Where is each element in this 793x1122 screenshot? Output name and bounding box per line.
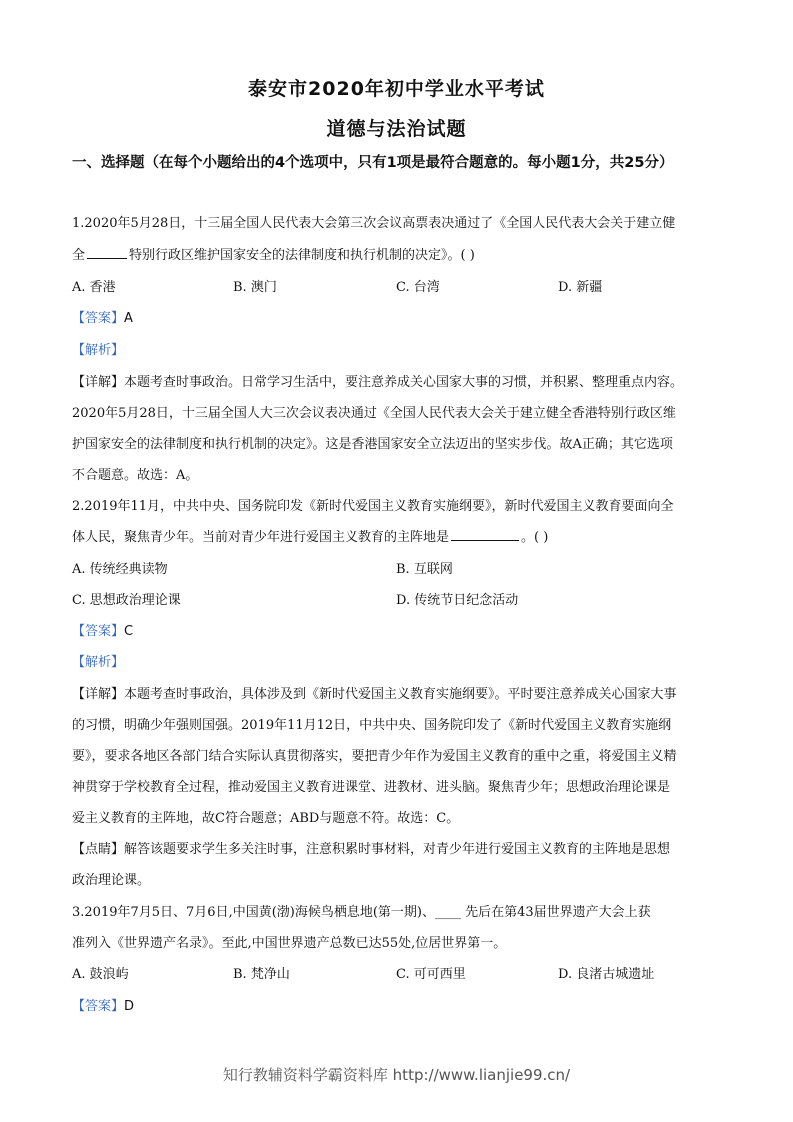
q1-option-c: C. 台湾 — [396, 280, 440, 295]
q1-blank — [87, 257, 127, 259]
q2-option-d: D. 传统节日纪念活动 — [396, 593, 519, 608]
q1-detail-line4: 不合题意。故选：A。 — [72, 468, 199, 483]
q1-answer — [72, 307, 722, 326]
q2-option-a: A. 传统经典读物 — [72, 562, 168, 577]
tip-tag: 【点睛】 — [72, 842, 125, 857]
q1-detail-line2: 2020年5月28日，十三届全国人大三次会议表决通过《全国人民代表大会关于建立健全香港特别行政区维 — [72, 406, 676, 421]
exam-subtitle: 道德与法治试题 — [326, 118, 467, 140]
q2-tip-line1 — [72, 838, 722, 857]
section-heading: 一、选择题（在每个小题给出的4个选项中，只有1项是最符合题意的。每小题1分，共25分） — [72, 155, 674, 171]
q1-stem-line2 — [72, 244, 722, 263]
q1-detail-line1 — [72, 371, 722, 390]
q3-option-d: D. 良渚古城遗址 — [558, 967, 655, 982]
q1-analysis-tag: 【解析】 — [72, 343, 125, 358]
q2-detail-line4: 神贯穿于学校教育全过程，推动爱国主义教育进课堂、进教材、进头脑。聚焦青少年；思想政治理论课是 — [72, 780, 671, 795]
q2-option-c: C. 思想政治理论课 — [72, 593, 181, 608]
answer-tag: 【答案】 — [72, 999, 125, 1014]
q2-stem-line2 — [72, 526, 722, 545]
q3-option-c: C. 可可西里 — [396, 967, 466, 982]
exam-title: 泰安市2020年初中学业水平考试 — [248, 78, 545, 100]
q2-detail-line2: 的习惯，明确少年强则国强。2019年11月12日，中共中央、国务院印发了《新时代爱国主义教育实施纲 — [72, 718, 672, 733]
q3-stem-line1: 3.2019年7月5日、7月6日,中国黄(渤)海候鸟栖息地(第一期)、____ 先后在第43届世界遗产大会上获 — [72, 905, 651, 920]
q2-analysis-tag: 【解析】 — [72, 655, 125, 670]
q2-option-b: B. 互联网 — [396, 562, 453, 577]
q1-stem-part-b: 特别行政区维护国家安全的法律制度和执行机制的决定》。( ) — [129, 248, 475, 263]
detail-tag: 【详解】 — [72, 375, 125, 390]
q2-blank — [451, 539, 519, 541]
detail-text: 本题考查时事政治，具体涉及到《新时代爱国主义教育实施纲要》。平时要注意养成关心国家大事 — [124, 687, 677, 702]
answer-value: C — [124, 624, 134, 639]
q2-tip-line2: 政治理论课。 — [72, 873, 151, 888]
q2-detail-line1 — [72, 683, 722, 702]
answer-value: D — [124, 999, 135, 1014]
q2-stem-part-b: 。( ) — [521, 530, 549, 545]
q1-option-b: B. 澳门 — [233, 280, 277, 295]
q3-answer — [72, 995, 722, 1014]
q2-stem-line1: 2.2019年11月，中共中央、国务院印发《新时代爱国主义教育实施纲要》，新时代爱国主义教育要面向全 — [72, 499, 674, 514]
q2-stem-part-a: 体人民，聚焦青少年。当前对青少年进行爱国主义教育的主阵地是 — [72, 530, 450, 545]
answer-value: A — [124, 311, 133, 326]
detail-text: 本题考查时事政治。日常学习生活中，要注意养成关心国家大事的习惯，并积累、整理重点内容。 — [124, 375, 684, 390]
answer-tag: 【答案】 — [72, 311, 125, 326]
detail-tag: 【详解】 — [72, 687, 125, 702]
answer-tag: 【答案】 — [72, 624, 125, 639]
q2-answer — [72, 620, 722, 639]
q1-option-d: D. 新疆 — [558, 280, 603, 295]
q1-detail-line3: 护国家安全的法律制度和执行机制的决定》。这是香港国家安全立法迈出的坚实步伐。故A正确；其它选项 — [72, 437, 673, 452]
footer-watermark: 知行教辅资料学霸资料库 http://www.lianjie99.cn/ — [222, 1066, 571, 1084]
q1-stem-part-a: 全 — [72, 248, 86, 263]
q3-option-b: B. 梵净山 — [233, 967, 290, 982]
tip-text: 解答该题要求学生多关注时事，注意积累时事材料，对青少年进行爱国主义教育的主阵地是思想 — [124, 842, 671, 857]
q1-option-a: A. 香港 — [72, 280, 116, 295]
q2-detail-line3: 要》，要求各地区各部门结合实际认真贯彻落实，要把青少年作为爱国主义教育的重中之重，将爱国主义精 — [72, 749, 677, 764]
q3-option-a: A. 鼓浪屿 — [72, 967, 129, 982]
q2-detail-line5: 爱主义教育的主阵地，故C符合题意；ABD与题意不符。故选：C。 — [72, 811, 460, 826]
q3-stem-line2: 准列入《世界遗产名录》。至此,中国世界遗产总数已达55处,位居世界第一。 — [72, 936, 507, 951]
q1-stem-line1: 1.2020年5月28日，十三届全国人民代表大会第三次会议高票表决通过了《全国人民代表大会关于建立健 — [72, 216, 676, 231]
